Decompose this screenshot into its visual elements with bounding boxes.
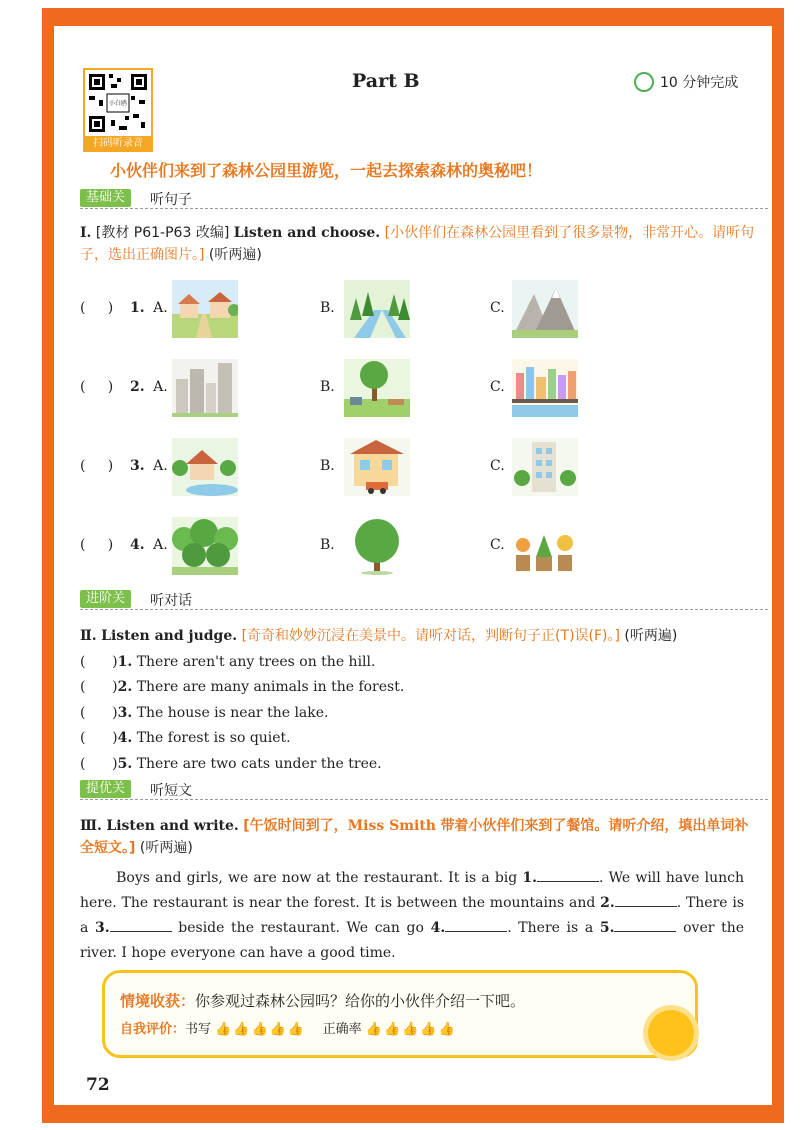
question-instruction-cn: [小伙伴们在森林公园里看到了很多景物，非常开心。请听句子，选出正确图片。] [80, 225, 755, 263]
alarm-clock-icon [634, 72, 654, 92]
answer-bracket[interactable]: ( ) [80, 458, 114, 474]
question-number: Ⅱ. [80, 628, 97, 644]
judge-item [80, 756, 382, 772]
page-border-bottom [42, 1105, 784, 1123]
section-divider [80, 208, 768, 210]
passage [80, 866, 744, 966]
judge-item [80, 679, 404, 695]
reflection-line [120, 990, 525, 1011]
question-2-heading [80, 625, 756, 647]
passage-text: Boys and girls, we are now at the restaurant. It is a big [116, 870, 518, 886]
passage-text: hope everyone can have a good time. [131, 945, 396, 961]
item-number: 3. [117, 705, 133, 721]
writing-label: 书写 [185, 1022, 212, 1037]
judge-statement: The forest is so quiet. [136, 730, 291, 746]
section-tag-basic: 基础关 [80, 189, 131, 207]
question-instruction: Listen and write. [106, 818, 239, 834]
single-tree-picture[interactable] [344, 517, 410, 575]
house-car-picture[interactable] [344, 438, 410, 496]
question-1-heading [80, 222, 756, 266]
river-forest-picture[interactable] [344, 280, 410, 338]
blank-2-field[interactable] [615, 892, 677, 907]
judge-statement: There aren't any trees on the hill. [136, 654, 376, 670]
item-number: 2. [117, 679, 133, 695]
tall-building-picture[interactable] [512, 438, 578, 496]
house-lake-picture[interactable] [172, 438, 238, 496]
answer-bracket[interactable]: ( ) [80, 679, 118, 695]
option-label-c: C. [490, 458, 505, 474]
item-number: 1. A. [130, 300, 168, 316]
passage-text: . We will have lunch here. [80, 870, 745, 911]
judge-item [80, 705, 329, 721]
potted-plants-picture[interactable] [512, 517, 578, 575]
judge-item [80, 730, 291, 746]
page-border-left [42, 8, 54, 1123]
item-number: 3. A. [130, 458, 168, 474]
item-number: 1. [117, 654, 133, 670]
section-name-improve: 听短文 [150, 783, 192, 799]
item-number: 4. [117, 730, 133, 746]
blank-4-field[interactable] [445, 917, 507, 932]
blank-number: 2. [600, 895, 615, 911]
passage-text: . There is a [507, 920, 594, 936]
page-border-right [772, 8, 784, 1123]
section-tag-improve: 提优关 [80, 780, 131, 798]
question-number: Ⅲ. [80, 818, 102, 834]
answer-bracket[interactable]: ( ) [80, 654, 118, 670]
answer-bracket[interactable]: ( ) [80, 300, 114, 316]
option-label-b: B. [320, 537, 335, 553]
option-label-b: B. [320, 458, 335, 474]
answer-bracket[interactable]: ( ) [80, 379, 114, 395]
answer-bracket[interactable]: ( ) [80, 537, 114, 553]
question-instruction-cn: [奇奇和妙妙沉浸在美景中。请听对话，判断句子正(T)误(F)。] [241, 628, 620, 644]
question-3-heading [80, 815, 756, 859]
question-instruction: Listen and judge. [101, 628, 238, 644]
reflection-box [102, 970, 698, 1058]
writing-thumbs-icon[interactable]: 👍👍👍👍👍 [215, 1022, 307, 1037]
judge-item [80, 654, 375, 670]
page-border-top [42, 8, 784, 26]
answer-bracket[interactable]: ( ) [80, 756, 118, 772]
self-assessment-key: 自我评价： [120, 1022, 186, 1037]
question-note: (听两遍) [139, 840, 193, 856]
section-divider [80, 799, 768, 801]
passage-text: The restaurant is near the forest. It is between the mountains and [121, 895, 596, 911]
village-picture[interactable] [172, 280, 238, 338]
timer-text: 10 分钟完成 [660, 75, 739, 91]
blank-number: 3. [95, 920, 110, 936]
section-name-basic: 听句子 [150, 192, 192, 208]
passage-text: beside the restaurant. We can go [178, 920, 424, 936]
blank-3-field[interactable] [110, 917, 172, 932]
judge-statement: There are many animals in the forest. [136, 679, 405, 695]
question-note: (听两遍) [624, 628, 678, 644]
option-label-b: B. [320, 379, 335, 395]
qr-label: 扫码听录音 [83, 136, 153, 152]
blank-number: 1. [522, 870, 538, 886]
question-instruction: Listen and choose. [233, 225, 381, 241]
accuracy-thumbs-icon[interactable]: 👍👍👍👍👍 [365, 1022, 457, 1037]
question-note: (听两遍) [208, 247, 262, 263]
passage-text: over the river. I [80, 920, 745, 961]
judge-statement: There are two cats under the tree. [136, 756, 382, 772]
city-buildings-picture[interactable] [172, 359, 238, 417]
reflection-key: 情境收获： [120, 992, 196, 1010]
park-tree-picture[interactable] [344, 359, 410, 417]
passage-text: . There is a [80, 895, 745, 936]
option-label-b: B. [320, 300, 335, 316]
question-source: [教材 P61-P63 改编] [95, 225, 230, 241]
answer-bracket[interactable]: ( ) [80, 730, 118, 746]
section-tag-advanced: 进阶关 [80, 590, 131, 608]
option-label-c: C. [490, 537, 505, 553]
blank-number: 4. [430, 920, 446, 936]
page-number: 72 [86, 1075, 110, 1095]
item-number: 5. [117, 756, 133, 772]
qr-center-label: 小白鸥 [108, 100, 127, 107]
forest-picture[interactable] [172, 517, 238, 575]
blank-5-field[interactable] [614, 917, 676, 932]
blank-1-field[interactable] [537, 867, 599, 882]
teacher-name: Miss Smith [347, 818, 436, 834]
answer-bracket[interactable]: ( ) [80, 705, 118, 721]
blank-number: 5. [599, 920, 615, 936]
question-instruction-cn: [午饭时间到了， [243, 818, 348, 834]
reflection-text: 你参观过森林公园吗？给你的小伙伴介绍一下吧。 [195, 992, 526, 1010]
intro-text: 小伙伴们来到了森林公园里游览，一起去探索森林的奥秘吧！ [110, 161, 543, 180]
sun-icon [648, 1010, 694, 1056]
judge-statement: The house is near the lake. [136, 705, 329, 721]
qr-code-icon[interactable] [83, 68, 153, 138]
city-bridge-picture[interactable] [512, 359, 578, 417]
option-label-c: C. [490, 300, 505, 316]
question-number: Ⅰ. [80, 225, 92, 241]
self-assessment-line [120, 1018, 457, 1037]
option-label-c: C. [490, 379, 505, 395]
page-title: Part B [352, 70, 420, 92]
section-divider [80, 609, 768, 611]
item-number: 4. A. [130, 537, 168, 553]
mountain-picture[interactable] [512, 280, 578, 338]
accuracy-label: 正确率 [322, 1022, 362, 1037]
section-name-advanced: 听对话 [150, 593, 192, 609]
item-number: 2. A. [130, 379, 168, 395]
timer [634, 72, 738, 92]
question-instruction-cn: 带着小伙伴们来到了餐馆。请听介绍，填出单词补全短文。] [80, 818, 749, 856]
